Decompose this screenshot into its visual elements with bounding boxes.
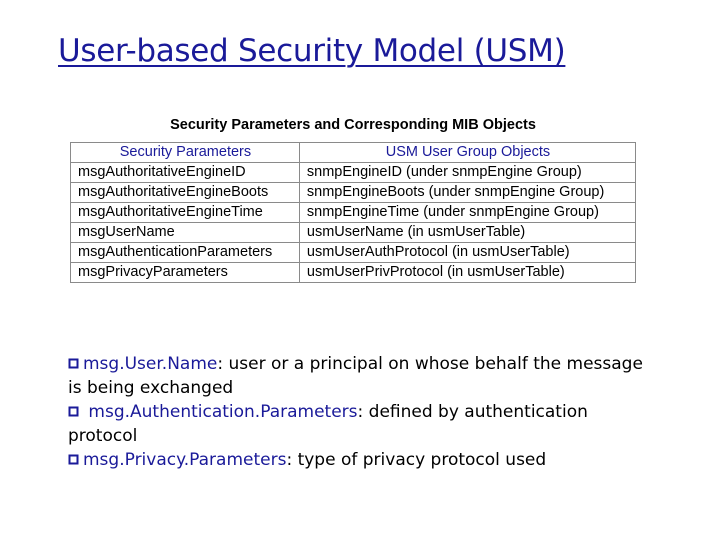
bullet-item-user-name bbox=[68, 352, 648, 400]
table-cell: msgPrivacyParameters bbox=[71, 263, 300, 283]
table-row bbox=[71, 183, 636, 203]
bullet-term: msg.User.Name bbox=[83, 354, 218, 374]
table-row bbox=[71, 243, 636, 263]
bullet-item-authentication-parameters bbox=[68, 400, 648, 448]
square-box-bullet-icon bbox=[68, 358, 79, 369]
table-cell: snmpEngineTime (under snmpEngine Group) bbox=[299, 203, 635, 223]
mib-objects-table bbox=[70, 142, 636, 283]
table-cell: msgAuthenticationParameters bbox=[71, 243, 300, 263]
table-cell: usmUserAuthProtocol (in usmUserTable) bbox=[299, 243, 635, 263]
table-cell: msgUserName bbox=[71, 223, 300, 243]
table-row bbox=[71, 263, 636, 283]
table-cell: msgAuthoritativeEngineBoots bbox=[71, 183, 300, 203]
table-row bbox=[71, 203, 636, 223]
table-header-row bbox=[71, 143, 636, 163]
bullet-text: : defined by authentication protocol bbox=[68, 402, 588, 446]
table-cell: msgAuthoritativeEngineTime bbox=[71, 203, 300, 223]
bullet-text: : type of privacy protocol used bbox=[286, 450, 547, 470]
bullet-list bbox=[68, 352, 648, 472]
slide-title: User-based Security Model (USM) bbox=[58, 33, 566, 69]
bullet-text: : user or a principal on whose behalf the message is being exchanged bbox=[68, 354, 643, 398]
table-cell: snmpEngineID (under snmpEngine Group) bbox=[299, 163, 635, 183]
table-row bbox=[71, 163, 636, 183]
table-cell: usmUserName (in usmUserTable) bbox=[299, 223, 635, 243]
bullet-term: msg.Authentication.Parameters bbox=[83, 402, 358, 422]
table-row bbox=[71, 223, 636, 243]
bullet-term: msg.Privacy.Parameters bbox=[83, 450, 287, 470]
column-header-usm-user-group-objects: USM User Group Objects bbox=[299, 143, 635, 163]
square-box-bullet-icon bbox=[68, 406, 79, 417]
table-cell: snmpEngineBoots (under snmpEngine Group) bbox=[299, 183, 635, 203]
column-header-security-parameters: Security Parameters bbox=[71, 143, 300, 163]
bullet-item-privacy-parameters bbox=[68, 448, 648, 472]
figure-caption: Security Parameters and Corresponding MIB Objects bbox=[170, 117, 536, 133]
table-cell: msgAuthoritativeEngineID bbox=[71, 163, 300, 183]
table-cell: usmUserPrivProtocol (in usmUserTable) bbox=[299, 263, 635, 283]
square-box-bullet-icon bbox=[68, 454, 79, 465]
